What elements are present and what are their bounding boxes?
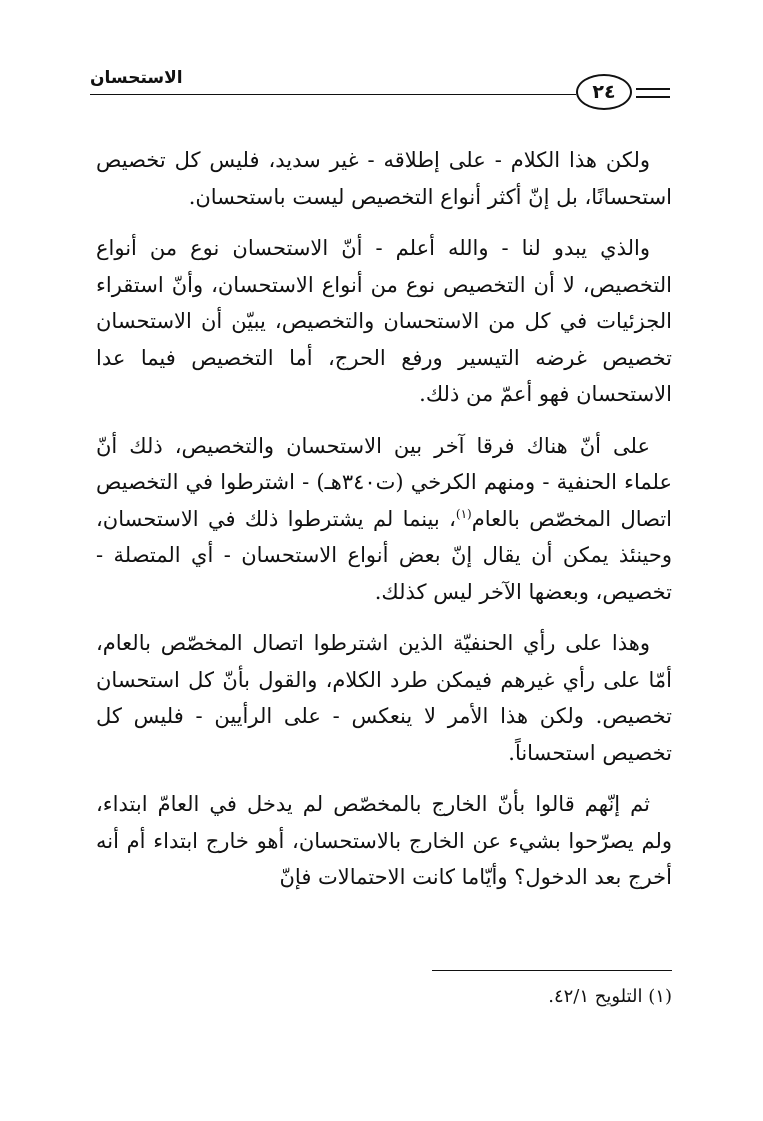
footnote: (١) التلويح ٤٢/١.	[548, 986, 672, 1007]
paragraph-text: ، بينما لم يشترطوا ذلك في الاستحسان، وحينئذ يمكن أن يقال إنّ بعض أنواع الاستحسان - أي المتصلة - تخصيص، وبعضها الآخر ليس كذلك.	[96, 506, 672, 604]
paragraph	[96, 428, 672, 611]
page-header	[90, 62, 672, 122]
paragraph: ولكن هذا الكلام - على إطلاقه - غير سديد، فليس كل تخصيص استحسانًا، بل إنّ أكثر أنواع التخصيص ليست باستحسان.	[96, 148, 672, 209]
running-title: الاستحسان	[90, 68, 183, 88]
body-text	[96, 142, 672, 911]
header-ornament	[636, 88, 670, 98]
header-rule	[90, 94, 576, 95]
footnote-divider	[432, 970, 672, 971]
paragraph-text: على أنّ هناك فرقا آخر بين الاستحسان والتخصيص، ذلك أنّ علماء الحنفية - ومنهم الكرخي (ت٣٤٠هـ) - اشترطوا في التخصيص اتصال المخصّص بالعام	[96, 433, 672, 531]
page-number: ٢٤	[576, 74, 632, 110]
paragraph: والذي يبدو لنا - والله أعلم - أنّ الاستحسان نوع من أنواع التخصيص، لا أن التخصيص نوع من أنواع الاستحسان، وأنّ استقراء الجزئيات في كل من الاستحسان والتخصيص، يبيّن أن الاستحسان تخصيص غرضه التيسير ورفع الحرج، أما التخصيص فيما عدا الاستحسان فهو أعمّ من ذلك.	[96, 236, 672, 406]
footnote-reference: (١)	[455, 506, 472, 521]
paragraph: ثم إنّهم قالوا بأنّ الخارج بالمخصّص لم يدخل في العامّ ابتداء، ولم يصرّحوا بشيء عن الخارج بالاستحسان، أهو خارج ابتداء أم أنه أخرج بعد الدخول؟ وأيّاما كانت الاحتمالات فإنّ	[96, 792, 672, 889]
paragraph: وهذا على رأي الحنفيّة الذين اشترطوا اتصال المخصّص بالعام، أمّا على رأي غيرهم فيمكن طرد الكلام، والقول بأنّ كل استحسان تخصيص. ولكن هذا الأمر لا ينعكس - على الرأيين - فليس كل تخصيص استحساناً.	[96, 631, 672, 765]
